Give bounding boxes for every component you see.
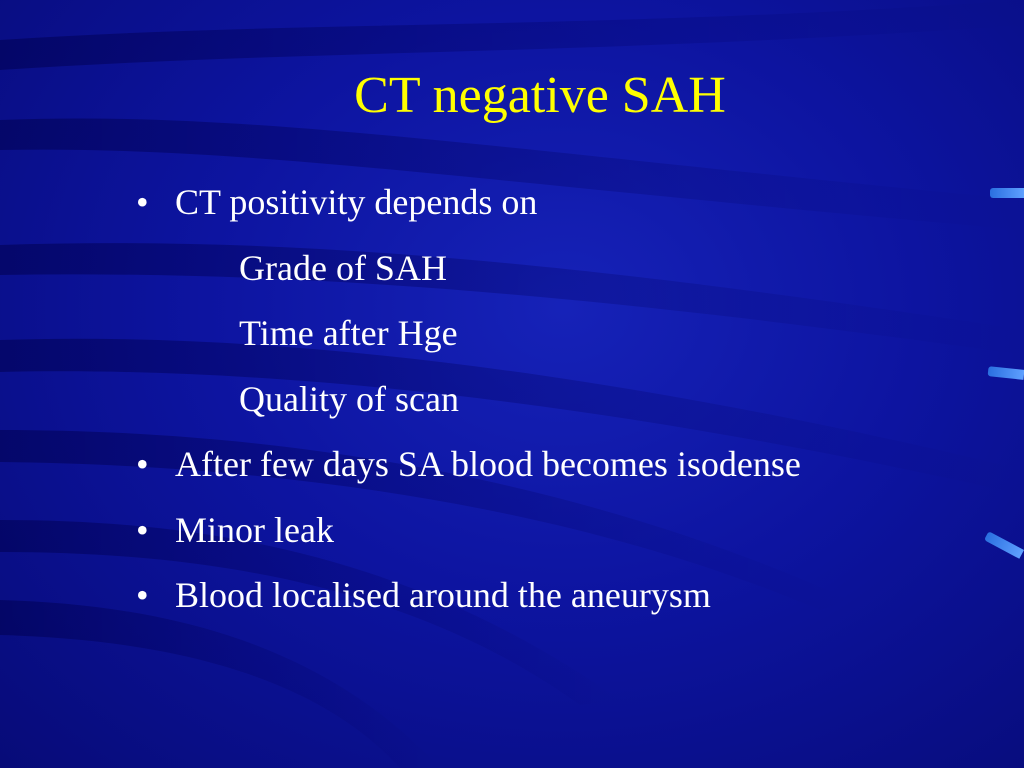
bullet-item [136,569,1006,635]
sub-item-text: Grade of SAH [239,247,447,288]
bullet-text: Blood localised around the aneurysm [175,575,711,615]
sub-item-text: Quality of scan [239,378,459,419]
bullet-text: CT positivity depends on [175,182,538,222]
bullet-item [136,504,1006,570]
bullet-text: Minor leak [175,509,334,550]
sub-item [136,242,1006,308]
bullet-item [136,176,1006,242]
sub-item [136,307,1006,373]
bullet-icon: • [136,182,149,222]
sub-item [136,373,1006,439]
slide-title: CT negative SAH [354,67,726,124]
bullet-icon: • [136,509,149,550]
bullet-icon: • [136,444,149,484]
sub-item-text: Time after Hge [239,313,458,353]
bullet-text: After few days SA blood becomes isodense [175,444,801,484]
bullet-icon: • [136,575,149,615]
bullet-list [136,176,1006,635]
bullet-item [136,438,1006,504]
